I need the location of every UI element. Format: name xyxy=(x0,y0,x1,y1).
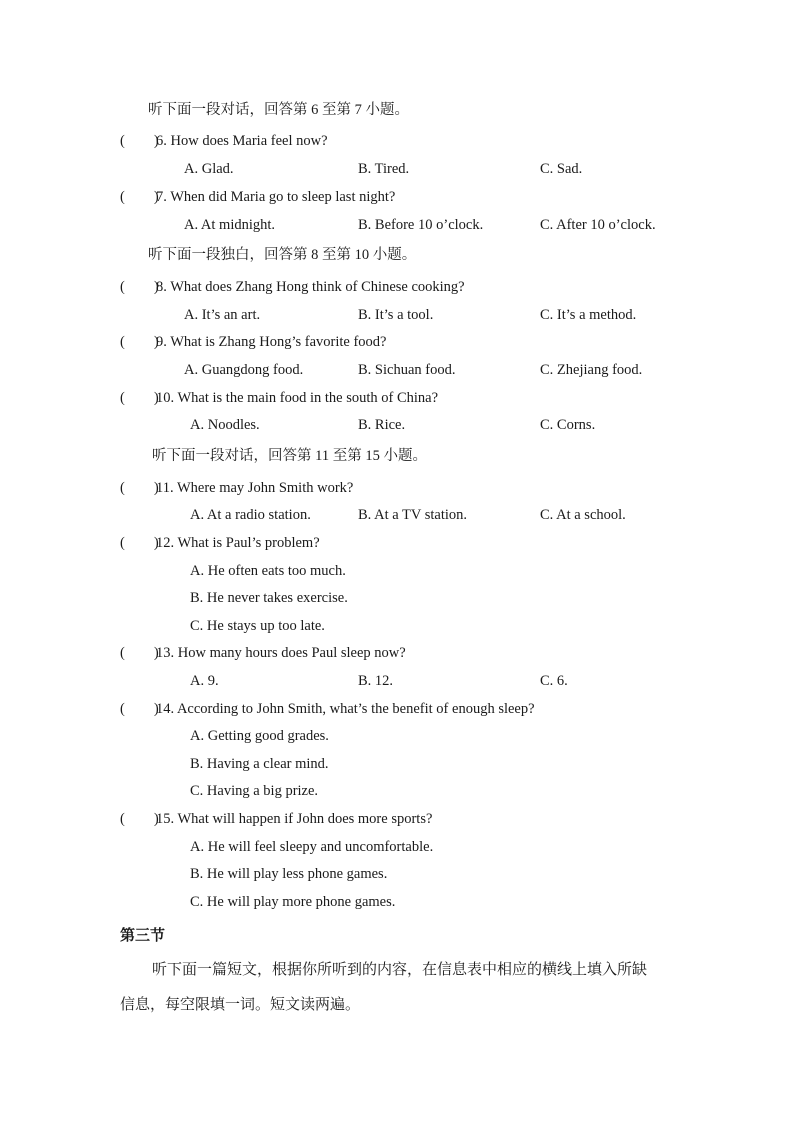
answer-blank-10[interactable]: ( ) xyxy=(120,390,159,406)
question-9: 9. What is Zhang Hong’s favorite food? xyxy=(156,334,387,350)
answer-blank-8[interactable]: ( ) xyxy=(120,279,159,295)
q15-option-c: C. He will play more phone games. xyxy=(190,894,396,910)
answer-blank-12[interactable]: ( ) xyxy=(120,535,159,551)
section-intro-11-15: 听下面一段对话，回答第 11 至第 15 小题。 xyxy=(152,448,427,464)
q10-option-a: A. Noodles. xyxy=(190,417,260,433)
question-15: 15. What will happen if John does more sports? xyxy=(156,811,433,827)
answer-blank-6[interactable]: ( ) xyxy=(120,133,159,149)
q13-option-c: C. 6. xyxy=(540,673,568,689)
q7-option-c: C. After 10 o’clock. xyxy=(540,217,656,233)
question-7: 7. When did Maria go to sleep last night? xyxy=(156,189,396,205)
question-6: 6. How does Maria feel now? xyxy=(156,133,328,149)
q10-option-b: B. Rice. xyxy=(358,417,406,433)
section-3-title: 第三节 xyxy=(120,926,166,944)
q9-option-c: C. Zhejiang food. xyxy=(540,362,643,378)
q6-option-c: C. Sad. xyxy=(540,161,583,177)
question-8: 8. What does Zhang Hong think of Chinese cooking? xyxy=(156,279,465,295)
q6-option-b: B. Tired. xyxy=(358,161,410,177)
q13-option-b: B. 12. xyxy=(358,673,394,689)
question-12: 12. What is Paul’s problem? xyxy=(156,535,320,551)
q7-option-b: B. Before 10 o’clock. xyxy=(358,217,484,233)
answer-blank-14[interactable]: ( ) xyxy=(120,701,159,717)
q13-option-a: A. 9. xyxy=(190,673,219,689)
q8-option-c: C. It’s a method. xyxy=(540,307,637,323)
answer-blank-9[interactable]: ( ) xyxy=(120,334,159,350)
q12-option-a: A. He often eats too much. xyxy=(190,563,346,579)
answer-blank-15[interactable]: ( ) xyxy=(120,811,159,827)
q10-option-c: C. Corns. xyxy=(540,417,596,433)
question-14: 14. According to John Smith, what’s the benefit of enough sleep? xyxy=(156,701,535,717)
section-intro-6-7: 听下面一段对话，回答第 6 至第 7 小题。 xyxy=(148,102,409,118)
q14-option-c: C. Having a big prize. xyxy=(190,783,319,799)
q12-option-c: C. He stays up too late. xyxy=(190,618,325,634)
section-intro-8-10: 听下面一段独白，回答第 8 至第 10 小题。 xyxy=(148,247,417,263)
answer-blank-13[interactable]: ( ) xyxy=(120,645,159,661)
q6-option-a: A. Glad. xyxy=(184,161,234,177)
answer-blank-11[interactable]: ( ) xyxy=(120,480,159,496)
answer-blank-7[interactable]: ( ) xyxy=(120,189,159,205)
section-3-instructions-line-1: 听下面一篇短文，根据你所听到的内容，在信息表中相应的横线上填入所缺 xyxy=(152,960,648,978)
q15-option-b: B. He will play less phone games. xyxy=(190,866,388,882)
q14-option-b: B. Having a clear mind. xyxy=(190,756,329,772)
question-11: 11. Where may John Smith work? xyxy=(156,480,354,496)
section-3-instructions-line-2: 信息，每空限填一词。短文读两遍。 xyxy=(120,995,361,1013)
q7-option-a: A. At midnight. xyxy=(184,217,276,233)
question-10: 10. What is the main food in the south of China? xyxy=(156,390,439,406)
question-13: 13. How many hours does Paul sleep now? xyxy=(156,645,406,661)
q11-option-c: C. At a school. xyxy=(540,507,626,523)
q12-option-b: B. He never takes exercise. xyxy=(190,590,348,606)
q8-option-b: B. It’s a tool. xyxy=(358,307,434,323)
q11-option-b: B. At a TV station. xyxy=(358,507,468,523)
q14-option-a: A. Getting good grades. xyxy=(190,728,329,744)
q9-option-b: B. Sichuan food. xyxy=(358,362,456,378)
q11-option-a: A. At a radio station. xyxy=(190,507,311,523)
q8-option-a: A. It’s an art. xyxy=(184,307,261,323)
q15-option-a: A. He will feel sleepy and uncomfortable. xyxy=(190,839,434,855)
q9-option-a: A. Guangdong food. xyxy=(184,362,304,378)
